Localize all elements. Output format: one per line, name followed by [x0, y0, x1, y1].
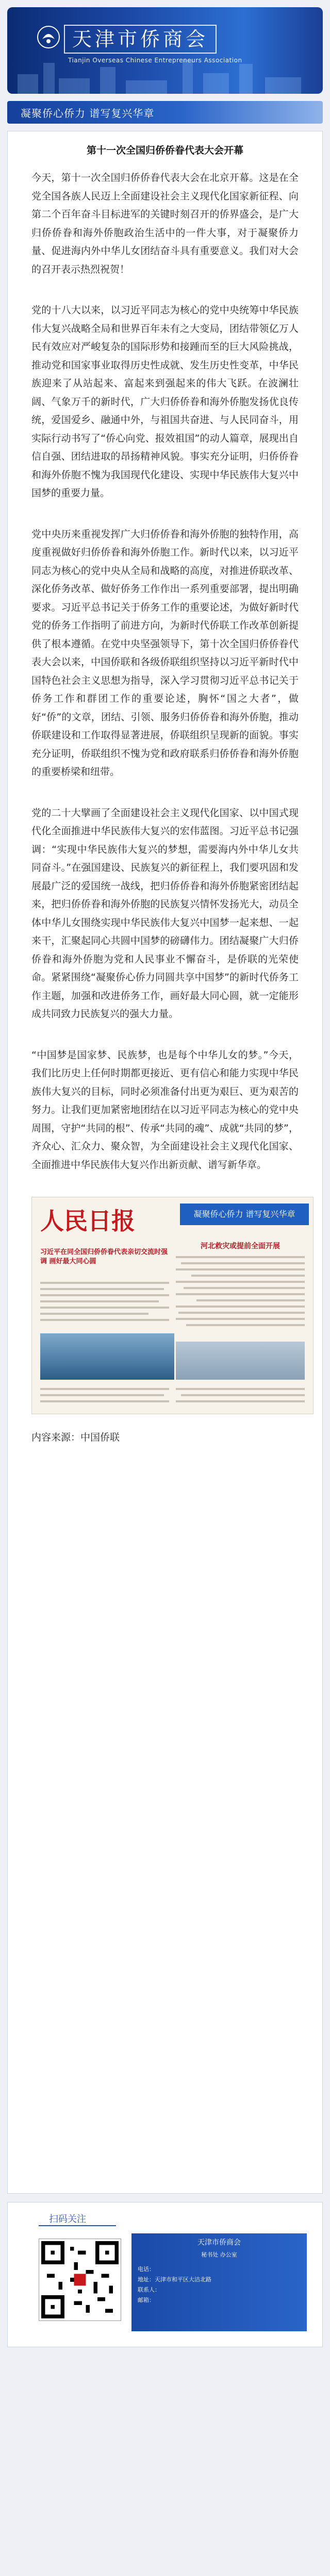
footer-qr-section — [7, 2202, 323, 2347]
text-line — [40, 1282, 169, 1284]
article-card — [7, 131, 323, 2194]
text-line — [40, 1300, 159, 1302]
skyline-building — [265, 77, 301, 94]
newspaper-photo — [176, 1342, 305, 1380]
text-line — [40, 1313, 148, 1315]
info-line: 联系人： — [138, 2286, 160, 2293]
text-line — [40, 1388, 169, 1390]
info-title: 天津市侨商会 — [197, 2239, 241, 2247]
banner-subtitle: Tianjin Overseas Chinese Entrepreneurs Association — [68, 57, 242, 64]
text-line — [176, 1256, 305, 1258]
skyline-building — [43, 63, 55, 94]
text-line — [178, 1312, 305, 1314]
text-line — [186, 1324, 305, 1326]
newspaper-masthead: 人民日报 — [40, 1207, 135, 1235]
skyline-building — [100, 67, 116, 94]
source-line: 内容来源：中国侨联 — [31, 1432, 120, 1443]
newspaper-columns — [40, 1241, 305, 1408]
contact-info-panel — [131, 2233, 307, 2331]
text-line — [181, 1262, 305, 1264]
text-line — [176, 1293, 305, 1295]
skyline-building — [126, 80, 167, 94]
scan-label: 扫码关注 — [49, 2214, 86, 2225]
newspaper-image[interactable] — [31, 1197, 314, 1414]
text-line — [40, 1294, 169, 1296]
text-line — [40, 1319, 169, 1321]
slogan-bar: 凝聚侨心侨力 谱写复兴华章 — [7, 101, 323, 124]
association-logo-icon — [36, 25, 61, 49]
divider — [39, 2225, 116, 2226]
text-line — [176, 1318, 305, 1320]
newspaper-photo — [40, 1333, 174, 1380]
info-subtitle: 秘书处 办公室 — [201, 2251, 237, 2258]
newspaper-section-head: 河北救灾或提前全面开展 — [201, 1242, 280, 1250]
skyline-building — [59, 78, 90, 94]
text-line — [176, 1400, 305, 1402]
article-title: 第十一次全国归侨侨眷代表大会开幕 — [86, 145, 243, 156]
info-line: 电话： — [138, 2266, 155, 2273]
text-line — [184, 1287, 305, 1289]
skyline-building — [203, 73, 229, 94]
info-line: 地址：天津市和平区大沽北路 — [138, 2276, 211, 2283]
info-line: 邮箱： — [138, 2297, 155, 2303]
article-paragraph: 今天，第十一次全国归侨侨眷代表大会在北京开幕。这是在全党全国各族人民迈上全面建设社会主义现代化国家新征程、向第二个百年奋斗目标进军的关键时刻召开的侨界盛会，是广大归侨侨眷和海外侨胞政治生活中的一件大事，对于凝聚侨力量、促进海内外中华儿女团结奋斗具有重要意义。我们对大会的召开表示热烈祝贺！ — [31, 172, 299, 275]
article-paragraph: “中国梦是国家梦、民族梦，也是每个中华儿女的梦。”今天，我们比历史上任何时期都更接近、更有信心和能力实现中华民族伟大复兴的目标，同时必须准备付出更为艰巨、更为艰苦的努力。让我们更加紧密地团结在以习近平同志为核心的党中央周围，守护“共同的根”、传承“共同的魂”、成就“共同的梦”，齐众心、汇众力、聚众智，为全面建设社会主义现代化国家、全面推进中华民族伟大复兴作出新贡献、谱写新华章。 — [31, 1049, 299, 1171]
text-line — [181, 1394, 305, 1396]
text-line — [40, 1400, 169, 1402]
newspaper-headline: 习近平在同全国归侨侨眷代表亲切交流时强调 画好最大同心圆 — [40, 1248, 168, 1265]
text-line — [40, 1307, 169, 1309]
article-paragraph: 党中央历来重视发挥广大归侨侨眷和海外侨胞的独特作用，高度重视做好归侨侨眷和海外侨胞工作。新时代以来，以习近平同志为核心的党中央从全局和战略的高度，对推进侨联改革、深化侨务改革、做好侨务工作作出一系列重要部署，提出明确要求。习近平总书记关于侨务工作的重要论述，为做好新时代党的侨务工作指明了前进方向，为新时代侨联工作改革创新提供了根本遵循。在党中央坚强领导下，第十次全国归侨侨眷代表大会以来，中国侨联和各级侨联组织坚持以习近平新时代中国特色社会主义思想为指导，深入学习贯彻习近平总书记关于侨务工作和群团工作的重要论述，胸怀“国之大者”，做好“侨”的文章，团结、引领、服务归侨侨眷和海外侨胞，推动侨联建设和工作取得显著进展，侨联组织呈现新的面貌。事实充分证明，侨联组织不愧为党和政府联系归侨侨眷和海外侨胞的重要桥梁和纽带。 — [31, 528, 299, 777]
text-line — [176, 1388, 305, 1390]
text-line — [40, 1394, 164, 1396]
qr-code-icon[interactable] — [39, 2239, 121, 2321]
text-line — [40, 1288, 164, 1290]
text-line — [196, 1299, 305, 1301]
text-line — [191, 1275, 305, 1277]
banner-title: 天津市侨商会 — [64, 25, 217, 54]
text-line — [176, 1281, 305, 1283]
newspaper-right-head: 凝聚侨心侨力 谱写复兴华章 — [180, 1204, 309, 1225]
text-line — [176, 1268, 305, 1270]
skyline-building — [183, 60, 193, 94]
article-paragraph: 党的二十大擘画了全面建设社会主义现代化国家、以中国式现代化全面推进中华民族伟大复兴的宏伟蓝图。习近平总书记强调：“实现中华民族伟大复兴的梦想，需要海内外中华儿女共同奋斗。”在强国建设、民族复兴的新征程上，我们要巩固和发展最广泛的爱国统一战线，把归侨侨眷和海外侨胞紧密团结起来，把归侨侨眷和海外侨胞的民族复兴情怀发扬光大，动员全体中华儿女围绕实现中华民族伟大复兴中国梦一起来想、一起来干，汇聚起同心共圆中国梦的磅礴伟力。团结凝聚广大归侨侨眷和海外侨胞为党和人民事业不懈奋斗，是侨联的光荣使命。紧紧围绕“凝聚侨心侨力同圆共享中国梦”的新时代侨务工作主题，加强和改进侨务工作，画好最大同心圆，就一定能形成共同致力民族复兴的强大力量。 — [31, 807, 299, 1020]
skyline-building — [18, 74, 38, 94]
skyline-building — [239, 64, 253, 94]
header-banner — [7, 7, 323, 94]
article-paragraph: 党的十八大以来，以习近平同志为核心的党中央统筹中华民族伟大复兴战略全局和世界百年未有之大变局，团结带领亿万人民有效应对严峻复杂的国际形势和接踵而至的巨大风险挑战，推动党和国家事业取得历史性成就、发生历史性变革，中华民族迎来了从站起来、富起来到强起来的伟大飞跃。在波澜壮阔、气象万千的新时代，广大归侨侨眷和海外侨胞发扬优良传统，爱国爱乡、融通中外，与祖国共奋进、与人民同奋斗，用实际行动书写了“侨心向党、报效祖国”的动人篇章，展现出自信自强、团结进取的昂扬精神风貌。事实充分证明，归侨侨眷和海外侨胞不愧为我国现代化建设、实现中华民族伟大复兴中国梦的重要力量。 — [31, 304, 299, 499]
text-line — [176, 1306, 305, 1308]
